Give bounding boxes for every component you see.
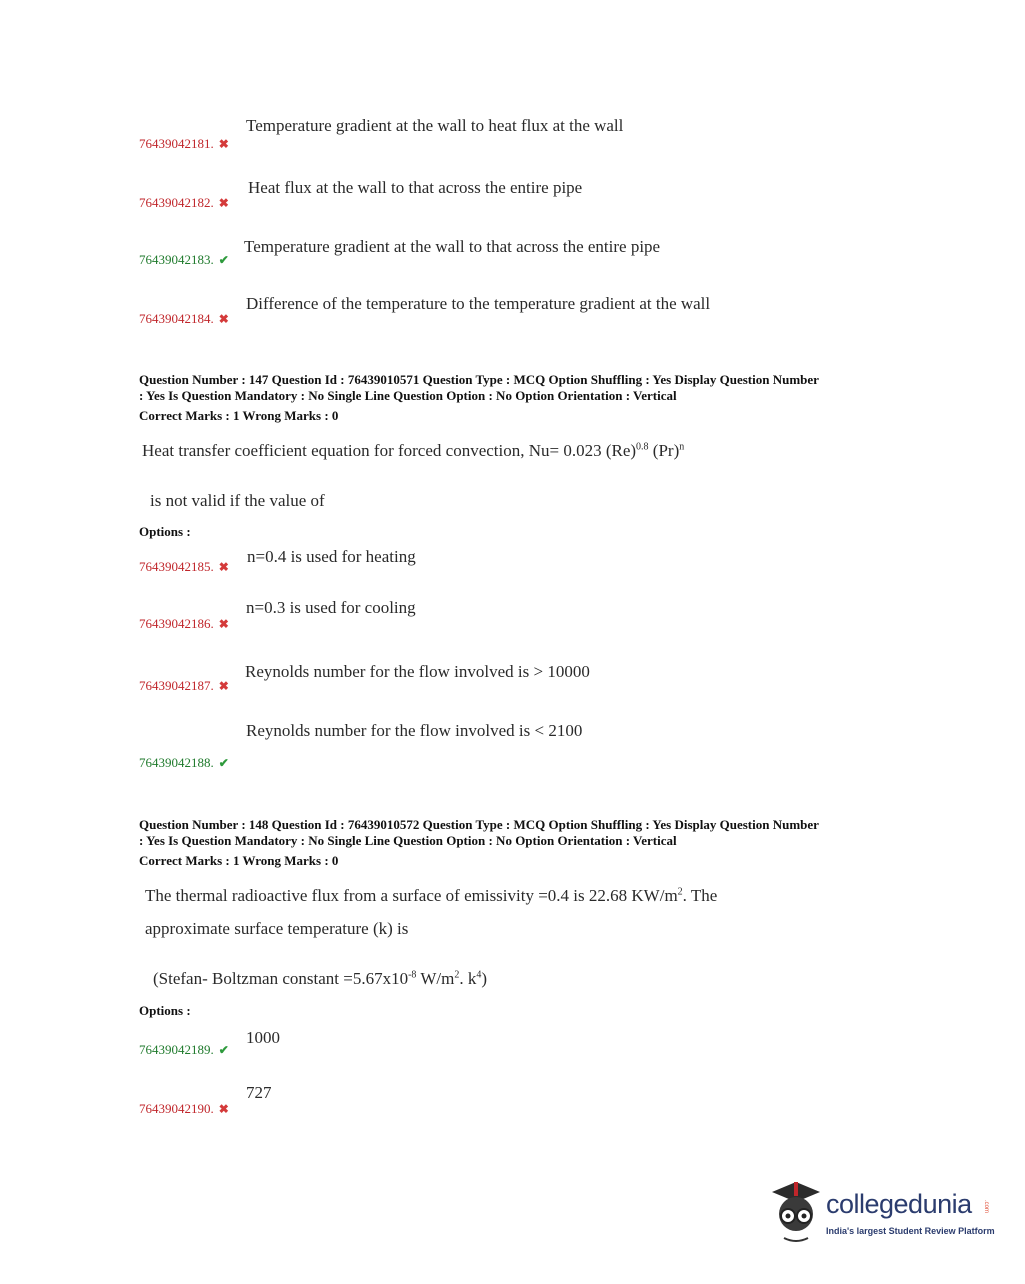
option-id: 76439042182. ✖: [139, 195, 229, 210]
check-icon: ✔: [218, 253, 229, 267]
cross-icon: ✖: [218, 560, 229, 574]
option-text: Difference of the temperature to the temperature gradient at the wall: [246, 294, 711, 313]
brand-dotcom: .com: [983, 1200, 989, 1214]
options-label: Options :: [139, 1003, 191, 1018]
cross-icon: ✖: [218, 617, 229, 631]
option-id: 76439042185. ✖: [139, 559, 229, 574]
option-id: 76439042184. ✖: [139, 311, 229, 326]
option-text: n=0.3 is used for cooling: [246, 598, 416, 617]
cross-icon: ✖: [218, 1102, 229, 1116]
option-id: 76439042188. ✔: [139, 755, 229, 770]
cross-icon: ✖: [218, 679, 229, 693]
question-meta: Question Number : 147 Question Id : 76439010571 Question Type : MCQ Option Shuffling : Yes Display Question Number : Yes Is Question Mandatory : No Single Line Question Option : No Option Orientation : Vertical Correct Marks : 1 Wrong Marks : 0: [139, 372, 819, 423]
option-text: 727: [246, 1083, 272, 1102]
question-constant: (Stefan- Boltzman constant $=5.67x10^{-8}$ $W/m^2$. $k^4$): [153, 969, 488, 988]
option-text: Heat flux at the wall to that across the entire pipe: [248, 178, 583, 197]
option-text: Temperature gradient at the wall to heat flux at the wall: [246, 116, 624, 135]
option-id: 76439042183. ✔: [139, 252, 229, 267]
option-text: Reynolds number for the flow involved is < 2100: [246, 721, 583, 740]
option-id: 76439042189. ✔: [139, 1042, 229, 1057]
brand-tagline: India's largest Student Review Platform: [826, 1226, 995, 1236]
options-label: Options :: [139, 524, 191, 539]
check-icon: ✔: [218, 1043, 229, 1057]
option-id: 76439042190. ✖: [139, 1101, 229, 1116]
question-meta: Question Number : 148 Question Id : 76439010572 Question Type : MCQ Option Shuffling : Yes Display Question Number : Yes Is Question Mandatory : No Single Line Question Option : No Option Orientation : Vertical Correct Marks : 1 Wrong Marks : 0: [139, 817, 819, 868]
option-id: 76439042181. ✖: [139, 136, 229, 151]
check-icon: ✔: [218, 756, 229, 770]
cross-icon: ✖: [218, 312, 229, 326]
cross-icon: ✖: [218, 137, 229, 151]
cross-icon: ✖: [218, 196, 229, 210]
option-id: 76439042187. ✖: [139, 678, 229, 693]
question-text: Heat transfer coefficient equation for forced convection, Nu= 0.023 $(Re)^{0.8}$ $(Pr)^n$: [142, 441, 685, 460]
question-text-continued: approximate surface temperature (k) is: [145, 919, 409, 938]
option-text: 1000: [246, 1028, 280, 1047]
option-id: 76439042186. ✖: [139, 616, 229, 631]
brand-name: collegedunia: [826, 1189, 972, 1219]
option-text: Reynolds number for the flow involved is > 10000: [245, 662, 590, 681]
question-text-continued: is not valid if the value of: [150, 491, 325, 510]
collegedunia-mascot-icon: [766, 1178, 824, 1248]
question-text: The thermal radioactive flux from a surface of emissivity =0.4 is 22.68 $KW/m^2$. The: [145, 886, 718, 905]
option-text: Temperature gradient at the wall to that across the entire pipe: [244, 237, 661, 256]
option-text: n=0.4 is used for heating: [247, 547, 416, 566]
